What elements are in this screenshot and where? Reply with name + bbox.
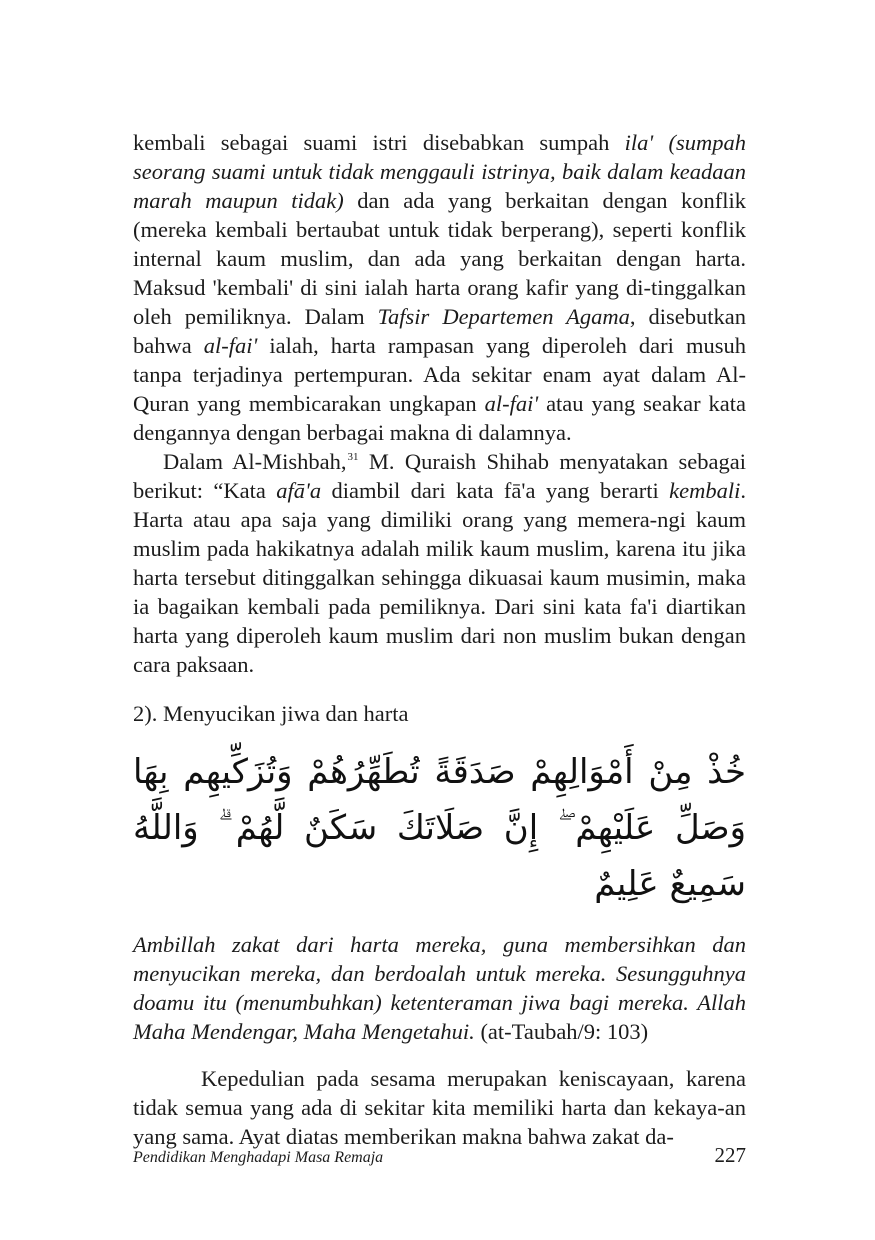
page-footer	[133, 1143, 746, 1168]
text-run: M. Quraish Shihab menyatakan sebagai berikut: “Kata	[133, 449, 746, 503]
page-body	[133, 128, 746, 1151]
paragraph-3: Kepedulian pada sesama merupakan keniscayaan, karena tidak semua yang ada di sekitar kita memiliki harta dan kekaya-an yang sama. Ayat diatas memberikan makna bahwa zakat da-	[133, 1066, 746, 1149]
italic-run: ila' (sumpah seorang suami untuk tidak menggauli istrinya, baik dalam keadaan marah maupun tidak)	[133, 130, 747, 213]
translation-text: Ambillah zakat dari harta mereka, guna membersihkan dan menyucikan mereka, dan berdoalah untuk mereka. Sesungguhnya doamu itu (menumbuhkan) ketenteraman jiwa bagi mereka. Allah Maha Mendengar, Maha Mengetahui.	[133, 932, 746, 1044]
text-run: Dalam Al-Mishbah,	[163, 449, 347, 474]
verse-translation	[133, 930, 746, 1046]
verse-reference: (at-Taubah/9: 103)	[474, 1019, 649, 1044]
page-number: 227	[714, 1143, 746, 1167]
italic-run: afā'a	[276, 478, 322, 503]
paragraph-2	[133, 447, 746, 679]
text-run: dan ada yang berkaitan dengan konflik (mereka kembali bertaubat untuk tidak berperang), seperti konflik internal kaum muslim, dan ada yang berkaitan dengan harta. Maksud 'kembali' di sini ialah harta orang kafir yang di-tinggalkan oleh pemiliknya. Dalam	[133, 188, 746, 329]
running-footer-title: Pendidikan Menghadapi Masa Remaja	[133, 1149, 384, 1166]
text-run: . Harta atau apa saja yang dimiliki orang yang memera-ngi kaum muslim pada hakikatnya adalah milik kaum muslim, karena itu jika harta tersebut ditinggalkan sehingga dikuasai kaum musimin, maka ia bagaikan kembali pada pemiliknya. Dari sini kata fa'i diartikan harta yang diperoleh kaum muslim dari non muslim bukan dengan cara paksaan.	[133, 478, 746, 677]
italic-run: Tafsir Departemen Agama	[377, 304, 630, 329]
text-run: ialah, harta rampasan yang diperoleh dari musuh tanpa terjadinya pertempuran. Ada sekitar enam ayat dalam Al-Quran yang membicarakan ungkapan	[133, 333, 746, 416]
arabic-verse: خُذْ مِنْ أَمْوَالِهِمْ صَدَقَةً تُطَهِّرُهُمْ وَتُزَكِّيهِم بِهَا وَصَلِّ عَلَيْهِمْ ۖ إِنَّ صَلَاتَكَ سَكَنٌ لَّهُمْ ۗ وَاللَّهُ سَمِيعٌ عَلِيمٌ	[133, 752, 746, 904]
italic-run: al-fai'	[203, 333, 258, 358]
italic-run: al-fai'	[484, 391, 539, 416]
text-run: diambil dari kata fā'a yang berarti	[321, 478, 670, 503]
footnote-ref: 31	[347, 451, 359, 463]
section-heading: 2). Menyucikan jiwa dan harta	[133, 701, 409, 726]
text-run: kembali sebagai suami istri disebabkan sumpah	[133, 130, 625, 155]
paragraph-1	[133, 128, 746, 447]
text-run: , disebutkan bahwa	[133, 304, 746, 358]
text-run: atau yang seakar kata dengannya dengan berbagai makna di dalamnya.	[133, 391, 746, 445]
italic-run: kembali	[669, 478, 741, 503]
